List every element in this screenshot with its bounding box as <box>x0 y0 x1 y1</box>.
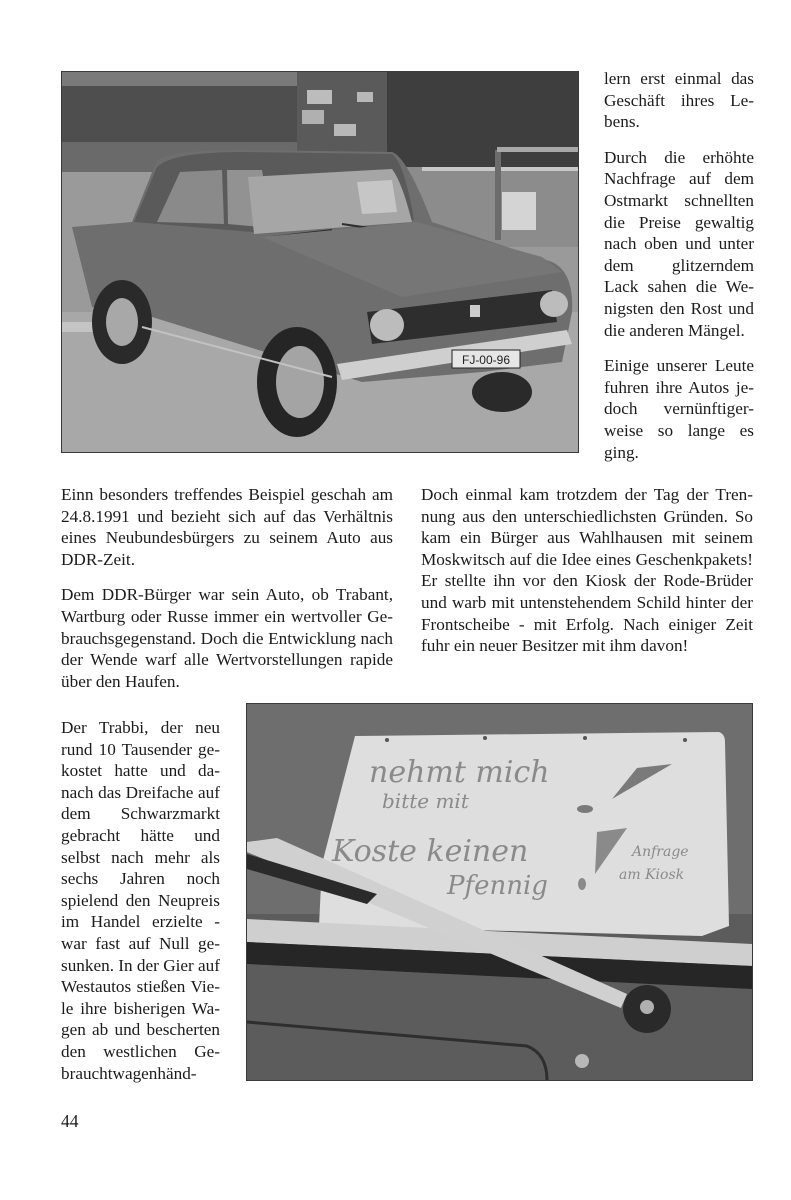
text-line: bens. <box>604 112 640 132</box>
text-line: eines Neubundesbürgers zu seinem Auto aus <box>61 528 393 548</box>
text-line: dem glitzerndem <box>604 255 754 275</box>
text-line: dem Schwarzmarkt <box>61 804 220 824</box>
text-line: der Wende warf alle Wertvorstellungen rapide <box>61 650 393 670</box>
text-line: DDR-Zeit. <box>61 549 135 569</box>
text-line: den westlichen Ge- <box>61 1041 220 1061</box>
page-number: 44 <box>61 1111 79 1131</box>
text-line: Frontscheibe - mit Erfolg. Nach einiger Zeit <box>421 614 753 634</box>
text-line: gebracht hätte und <box>61 825 220 845</box>
text-line: Einn besonders treffendes Beispiel geschah am <box>61 485 393 504</box>
paragraph <box>604 68 754 133</box>
text-line: nung aus den unterschiedlichsten Gründen. So <box>421 506 753 526</box>
text-line: Dem DDR-Bürger war sein Auto, ob Trabant, <box>61 585 393 605</box>
text-line: Moskwitsch auf die Idee eines Geschenkpakets! <box>421 549 753 569</box>
text-line: Einige unserer Leute <box>604 356 754 376</box>
paragraph <box>61 484 393 570</box>
sign-text-line: Koste keinen <box>332 834 529 869</box>
text-line: le ihre bisherigen Wa- <box>61 998 220 1018</box>
text-line: weise so lange es <box>604 420 754 440</box>
car-photo <box>61 71 579 453</box>
sign-photo <box>246 703 753 1081</box>
sign-text-line: Anfrage <box>632 844 689 860</box>
text-line: kam ein Bürger aus Wahlhausen mit seinem <box>421 528 753 548</box>
text-line: Wartburg oder Russe immer ein wertvoller Ge- <box>61 606 393 626</box>
text-line: Doch einmal kam trotzdem der Tag der Tren- <box>421 485 753 504</box>
sign-text-line: bitte mit <box>382 789 469 813</box>
paragraph <box>61 584 393 692</box>
sign-text-line: am Kiosk <box>619 867 685 883</box>
sign-photo-image <box>247 704 752 1080</box>
text-line: 24.8.1991 und bezieht sich auf das Verhältnis <box>61 506 393 526</box>
paragraph <box>604 355 754 463</box>
text-line: rund 10 Tausender ge- <box>61 739 220 759</box>
text-line: gen ab und bescherten <box>61 1020 220 1040</box>
text-line: brauchsgegenstand. Doch die Entwicklung nach <box>61 628 393 648</box>
text-line: spielend den Neupreis <box>61 890 220 910</box>
text-line: und warb mit untenstehendem Schild hinter der <box>421 592 753 612</box>
text-line: Durch die erhöhte <box>604 147 754 167</box>
text-line: Er stellte ihn vor den Kiosk der Rode-Brüder <box>421 571 753 591</box>
text-line: nach oben und unter <box>604 234 754 254</box>
text-line: Geschäft ihres Le- <box>604 90 754 110</box>
text-line: sechs Jahren noch <box>61 869 220 889</box>
sign-text-line: Pfennig <box>447 871 548 901</box>
right-column-top-text <box>604 68 754 477</box>
text-line: fuhr ein neuer Besitzer mit ihm davon! <box>421 636 689 656</box>
text-line: über den Haufen. <box>61 671 180 691</box>
text-line: nigsten den Rost und <box>604 298 754 318</box>
text-line: Der Trabbi, der neu <box>61 718 220 737</box>
text-line: Nachfrage auf dem <box>604 169 754 189</box>
text-line: Westautos stießen Vie- <box>61 977 220 997</box>
right-column-middle-text <box>421 484 753 671</box>
text-line: im Handel erzielte - <box>61 912 220 932</box>
paragraph <box>421 484 753 657</box>
text-line: Lack sahen die We- <box>604 277 754 297</box>
text-line: die Preise gewaltig <box>604 212 754 232</box>
sign-text-line: nehmt mich <box>369 755 550 790</box>
text-line: kostet hatte und da- <box>61 761 220 781</box>
text-line: brauchtwagenhänd- <box>61 1063 197 1083</box>
text-line: ging. <box>604 442 639 462</box>
paragraph <box>604 147 754 341</box>
text-line: war fast auf Null ge- <box>61 933 220 953</box>
left-column-middle-text <box>61 484 393 706</box>
text-line: selbst nach mehr als <box>61 847 220 867</box>
paragraph <box>61 717 220 1084</box>
left-column-bottom-text <box>61 717 220 1098</box>
text-line: nach das Dreifache auf <box>61 782 220 802</box>
text-line: fuhren ihre Autos je- <box>604 377 754 397</box>
text-line: die anderen Mängel. <box>604 320 745 340</box>
car-photo-image <box>62 72 578 452</box>
text-line: sunken. In der Gier auf <box>61 955 220 975</box>
text-line: doch vernünftiger- <box>604 399 754 419</box>
text-line: Ostmarkt schnellten <box>604 190 754 210</box>
text-line: lern erst einmal das <box>604 69 754 88</box>
license-plate-text: FJ-00-96 <box>461 353 511 367</box>
